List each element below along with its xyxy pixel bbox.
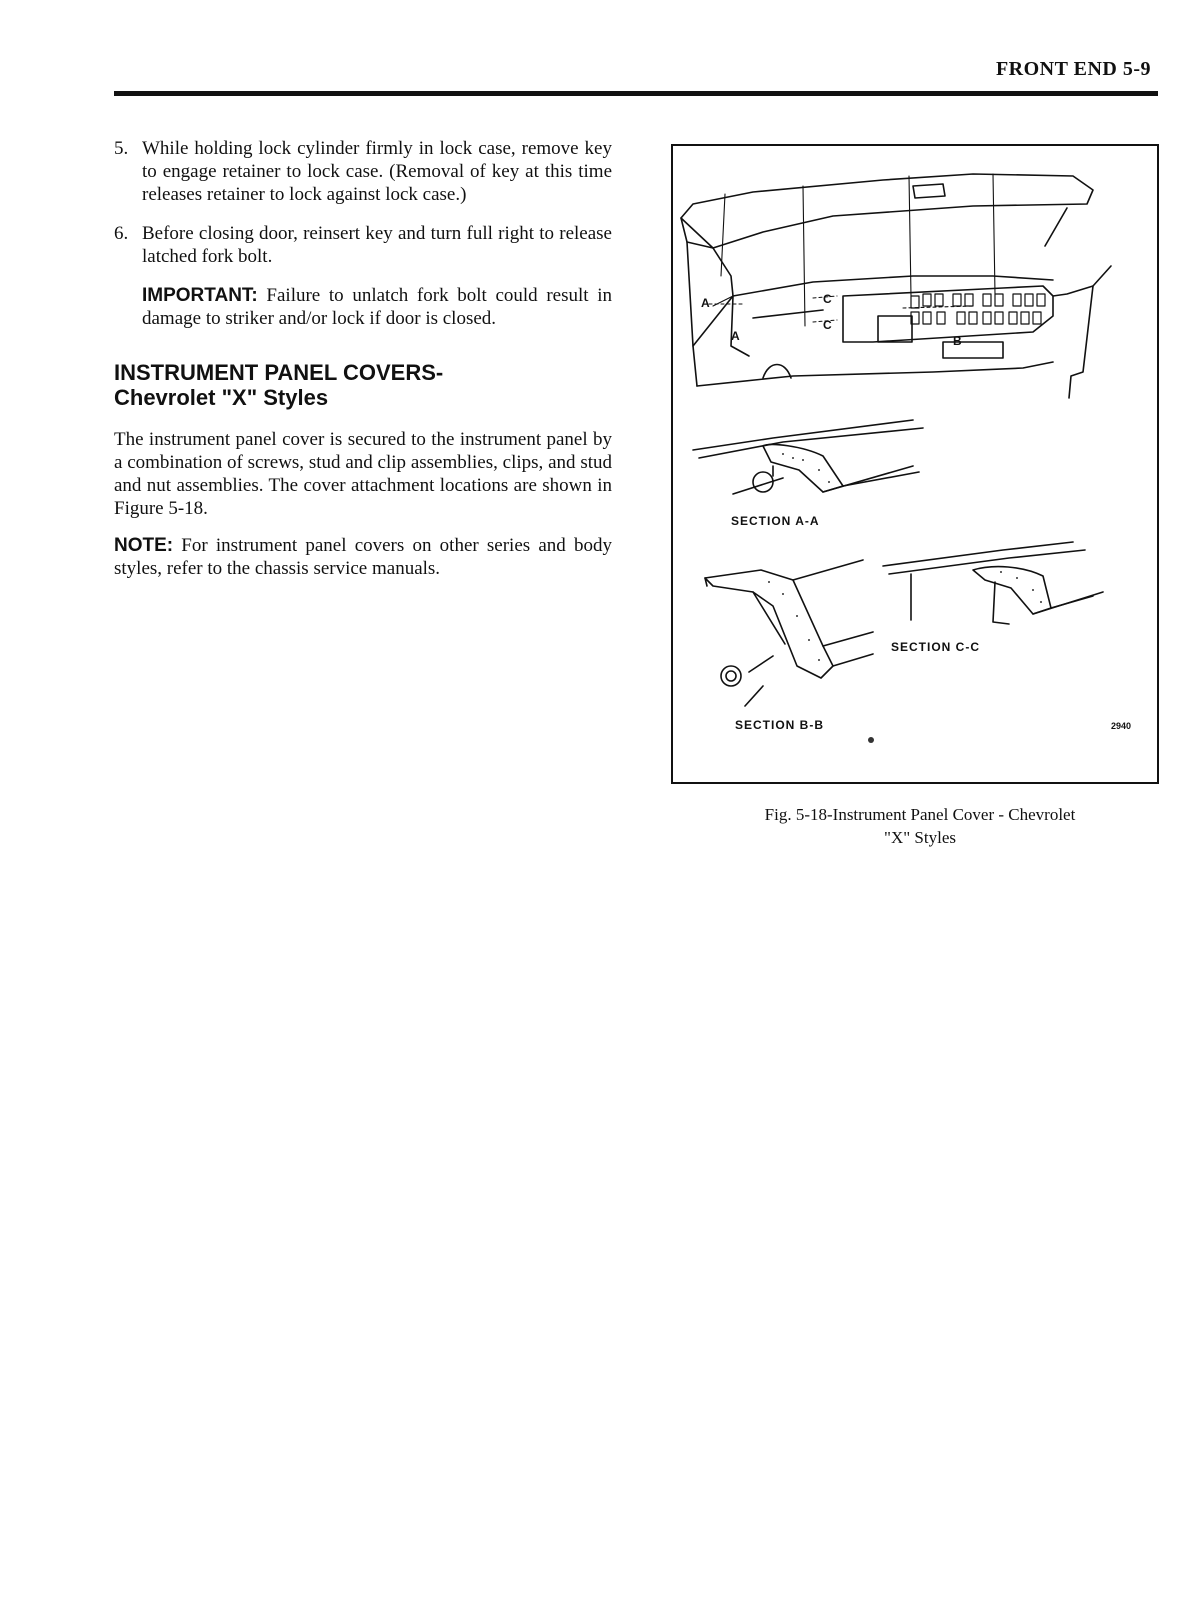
step-text: While holding lock cylinder firmly in lock case, remove key to engage retainer to lock case. (Removal of key at this time releases retainer to lock against lock case.) xyxy=(142,138,612,205)
callout-a: A xyxy=(701,296,711,310)
left-column xyxy=(114,137,612,594)
note-label: NOTE: xyxy=(114,535,174,556)
important-label: IMPORTANT: xyxy=(142,285,258,306)
page-title: FRONT END 5-9 xyxy=(995,58,1151,80)
important-text: Failure to unlatch fork bolt could result in damage to striker and/or lock if door is closed. xyxy=(142,285,612,329)
note-paragraph xyxy=(114,534,612,580)
figure-5-18 xyxy=(671,144,1159,784)
note-text: For instrument panel covers on other series and body styles, refer to the chassis service manuals. xyxy=(114,535,612,579)
callout-a: A xyxy=(731,329,741,343)
step-5 xyxy=(114,137,612,206)
section-cc-label: SECTION C-C xyxy=(891,640,980,654)
section-heading-line2: Chevrolet "X" Styles xyxy=(114,385,329,410)
section-aa-label: SECTION A-A xyxy=(731,514,820,528)
callout-c: C xyxy=(823,292,833,306)
caption-line1: Fig. 5-18-Instrument Panel Cover - Chevrolet xyxy=(764,805,1076,824)
step-6 xyxy=(114,222,612,268)
figure-caption xyxy=(700,803,1140,849)
step-number: 5. xyxy=(114,138,129,159)
important-note xyxy=(142,284,612,330)
body-paragraph: The instrument panel cover is secured to the instrument panel by a combination of screws, stud and clip assemblies, clips, and stud and nut assemblies. The cover attachment locations are shown in Figure 5-18. xyxy=(114,429,612,519)
figure-number: 2940 xyxy=(1111,721,1132,731)
caption-line2: "X" Styles xyxy=(884,828,956,847)
section-bb-label: SECTION B-B xyxy=(735,718,824,732)
callout-b: B xyxy=(953,334,963,348)
section-heading xyxy=(114,360,612,410)
header-rule xyxy=(114,91,1158,96)
step-number: 6. xyxy=(114,223,129,244)
section-heading-line1: INSTRUMENT PANEL COVERS- xyxy=(114,360,444,385)
callout-c: C xyxy=(823,318,833,332)
step-text: Before closing door, reinsert key and turn full right to release latched fork bolt. xyxy=(142,223,612,267)
instrument-panel-illustration xyxy=(673,146,1157,782)
